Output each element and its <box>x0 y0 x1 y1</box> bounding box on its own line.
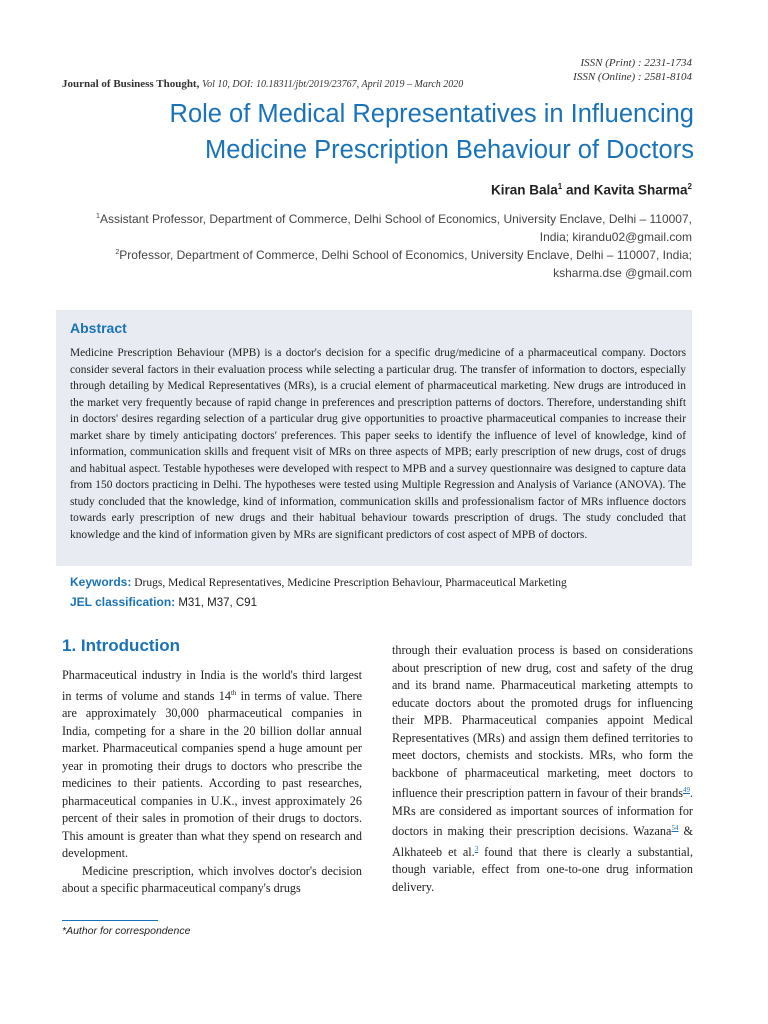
abstract-text: Medicine Prescription Behaviour (MPB) is a doctor's decision for a specific drug/medicine of a pharmaceutical company. Doctors consider several factors in their evaluation process while selecting a particular drug. The transfer of information to doctors, especially through detailing by Medical Representatives (MRs), is a crucial element of pharmaceutical marketing. New drugs are introduced in the market very frequently because of rapid change in preferences and prescription patterns of doctors. Therefore, understanding shift in doctors' desires regarding selection of a particular drug give opportunities to proactive pharmaceutical companies to increase their market share by timely anticipating doctors' preferences. This paper seeks to identify the influence of level of knowledge, kind of information, communication skills and frequent visit of MRs on three aspects of MPB; early prescription of new drugs, cost of drugs and habitual aspect. Testable hypotheses were developed with respect to MPB and a survey questionnaire was designed to capture data from 150 doctors practicing in Delhi. The hypotheses were tested using Multiple Regression and Analysis of Variance (ANOVA). The study concluded that the knowledge, kind of information, communication skills and professionalism factor of MRs influence doctors towards early prescription of new drugs and their habitual behaviour towards prescription of drugs. The study concluded that knowledge and the kind of information given by MRs are significant predictors of cost aspect of MPB of doctors. <box>70 347 686 541</box>
issn-block <box>573 56 692 84</box>
jel-label: JEL classification: <box>70 595 176 609</box>
affiliation-2 <box>60 244 692 282</box>
intro-p3-text-d: found that there is clearly a substantial, though variable, effect from one-to-one drug information delivery. <box>392 844 693 894</box>
jel-text: M31, M37, C91 <box>175 597 257 609</box>
aff-1-line-1: Assistant Professor, Department of Commerce, Delhi School of Economics, University Enclave, Delhi – 110007, <box>99 212 692 226</box>
intro-p1-text-b: in terms of value. There are approximately 30,000 pharmaceutical companies in India, competing for a share in the 20 billion dollar annual market. Pharmaceutical companies spend a huge amount per year in promoting their drugs to doctors who prescribe the medicines to their patients. According to past researches, pharmaceutical companies in U.K., invest approximately 26 percent of their sales in promotion of their drugs to doctors. This amount is greater than what they spend on research and development. <box>62 688 362 861</box>
jel-line <box>70 595 257 609</box>
intro-paragraph-3 <box>392 642 696 896</box>
intro-paragraph-2: Medicine prescription, which involves doctor's decision about a specific pharmaceutical company's drugs <box>62 863 362 896</box>
issn-print: ISSN (Print) : 2231-1734 <box>580 57 692 69</box>
author-2: Kavita Sharma <box>593 182 688 198</box>
intro-paragraph-1 <box>62 667 362 863</box>
aff-2-sup: 2 <box>115 249 120 256</box>
footnote-correspondence: *Author for correspondence <box>62 925 191 937</box>
journal-meta: Vol 10, DOI: 10.18311/jbt/2019/23767, April 2019 – March 2020 <box>202 79 464 90</box>
intro-p1-text-a: Pharmaceutical industry in India is the world's third largest in terms of volume and stands 14 <box>62 668 362 703</box>
title-line-1: Role of Medical Representatives in Influencing <box>169 100 694 128</box>
journal-line <box>62 78 463 90</box>
aff-2-line-1: Professor, Department of Commerce, Delhi School of Economics, University Enclave, Delhi – 110007, India; <box>119 248 692 262</box>
section-heading-introduction: 1. Introduction <box>62 636 181 655</box>
author-list <box>491 182 692 198</box>
footnote-rule <box>62 920 158 921</box>
column-left <box>62 667 362 898</box>
intro-p1-sup: th <box>230 688 237 697</box>
keywords-text: Drugs, Medical Representatives, Medicine Prescription Behaviour, Pharmaceutical Marketing <box>131 577 567 589</box>
author-1: Kiran Bala <box>491 182 558 198</box>
author-and: and <box>562 182 594 198</box>
column-right <box>392 642 696 896</box>
intro-p3-text-c: & Alkhateeb et al. <box>392 824 696 859</box>
keywords-label: Keywords: <box>70 575 132 589</box>
citation-link-54[interactable]: 54 <box>671 824 679 833</box>
affiliation-1 <box>60 208 692 246</box>
paper-title <box>60 96 694 168</box>
journal-name: Journal of Business Thought, <box>62 78 200 90</box>
intro-p3-text-b: . MRs are considered as important sources of information for doctors in making their prescription decisions. Wazana <box>392 786 693 839</box>
aff-1-sup: 1 <box>96 213 100 220</box>
title-line-2: Medicine Prescription Behaviour of Doctors <box>205 136 694 164</box>
aff-1-line-2: India; kirandu02@gmail.com <box>539 230 692 244</box>
citation-link-49[interactable]: 49 <box>682 786 690 794</box>
keywords-line <box>70 575 567 589</box>
abstract-heading: Abstract <box>70 320 127 336</box>
citation-link-3[interactable]: 3 <box>474 844 479 853</box>
intro-p3-text-a: through their evaluation process is based on considerations about prescription of new drug, cost and safety of the drug and its brand name. Pharmaceutical marketing attempts to educate doctors about the promoted drugs for influencing their MPB. Pharmaceutical companies appoint Medical Representatives (MRs) and assign them defined territories to meet doctors, chemists and stockists. MRs, who form the backbone of pharmaceutical marketing, meet doctors to influence their prescription pattern in favour of their brands <box>392 643 693 801</box>
author-2-sup: 2 <box>687 182 692 191</box>
author-1-sup: 1 <box>557 182 563 191</box>
aff-2-line-2: ksharma.dse @gmail.com <box>553 266 692 280</box>
issn-online: ISSN (Online) : 2581-8104 <box>573 71 692 83</box>
